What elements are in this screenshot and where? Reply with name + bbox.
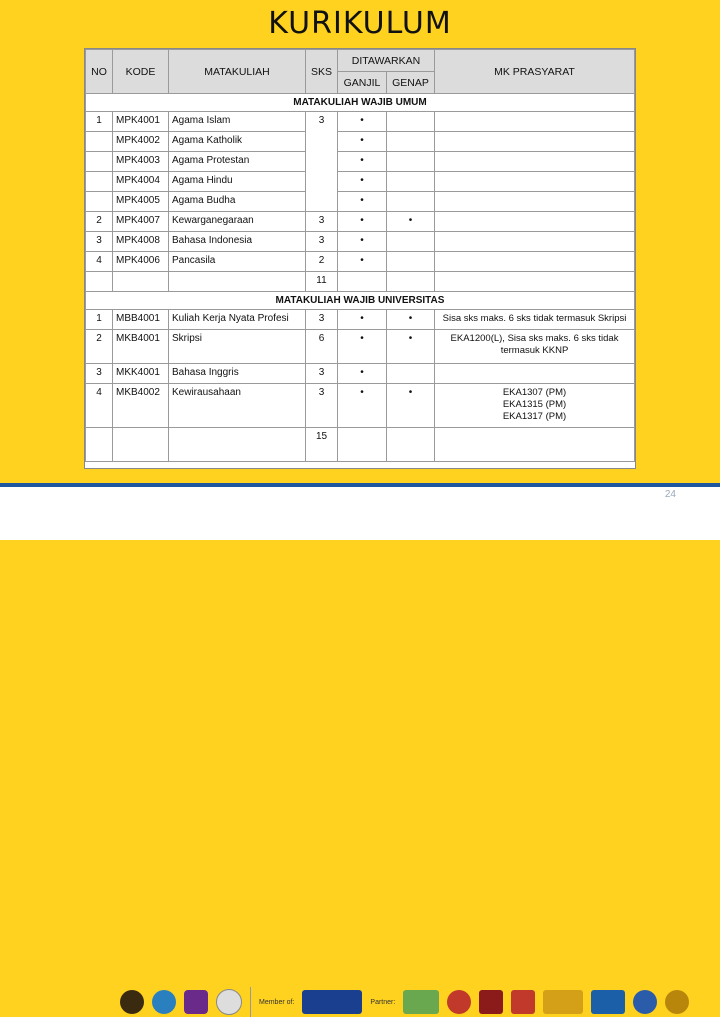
cell-ganjil: • — [338, 232, 387, 252]
partner-label: Partner: — [370, 998, 396, 1006]
cell-sks — [306, 152, 338, 172]
partner-badge-icon — [403, 990, 439, 1014]
header-no: NO — [86, 50, 113, 94]
cell-prasyarat — [435, 172, 635, 192]
cell-prasyarat — [435, 212, 635, 232]
cell-matakuliah: Pancasila — [169, 252, 306, 272]
logo-strip — [120, 987, 689, 1017]
table-row — [86, 252, 635, 272]
hague-logo-icon — [543, 990, 583, 1014]
cell-genap — [387, 364, 435, 384]
cell-prasyarat: EKA1200(L), Sisa sks maks. 6 sks tidak termasuk KKNP — [435, 330, 635, 364]
header-ditawarkan: DITAWARKAN — [338, 50, 435, 72]
cell-ganjil — [338, 428, 387, 462]
footer — [0, 487, 720, 1006]
cell-genap — [387, 152, 435, 172]
cell-prasyarat — [435, 192, 635, 212]
cell-ganjil: • — [338, 310, 387, 330]
cell-matakuliah — [169, 272, 306, 292]
table-row — [86, 330, 635, 364]
cell-matakuliah: Skripsi — [169, 330, 306, 364]
cell-ganjil: • — [338, 212, 387, 232]
page-number: 24 — [664, 489, 676, 500]
cell-matakuliah: Agama Katholik — [169, 132, 306, 152]
cell-matakuliah: Bahasa Inggris — [169, 364, 306, 384]
cell-matakuliah: Agama Hindu — [169, 172, 306, 192]
cell-kode: MPK4008 — [113, 232, 169, 252]
cell-sks — [306, 132, 338, 152]
cell-ganjil: • — [338, 384, 387, 428]
cell-prasyarat: Sisa sks maks. 6 sks tidak termasuk Skripsi — [435, 310, 635, 330]
cell-no — [86, 272, 113, 292]
cell-kode: MPK4001 — [113, 112, 169, 132]
cell-no — [86, 172, 113, 192]
curriculum-table-sheet — [84, 48, 636, 469]
cell-kode: MPK4003 — [113, 152, 169, 172]
curriculum-table — [85, 49, 635, 462]
table-row — [86, 232, 635, 252]
total-sks: 15 — [306, 428, 338, 462]
cell-prasyarat — [435, 428, 635, 462]
cell-ganjil: • — [338, 172, 387, 192]
cell-prasyarat — [435, 232, 635, 252]
cell-prasyarat — [435, 364, 635, 384]
cell-kode: MBB4001 — [113, 310, 169, 330]
cell-matakuliah: Kewirausahaan — [169, 384, 306, 428]
cell-genap — [387, 232, 435, 252]
total-row — [86, 428, 635, 462]
cell-prasyarat — [435, 112, 635, 132]
cell-genap — [387, 172, 435, 192]
logo-divider — [250, 987, 251, 1017]
cell-no: 3 — [86, 232, 113, 252]
cell-kode: MKB4002 — [113, 384, 169, 428]
table-row — [86, 310, 635, 330]
cell-kode: MKK4001 — [113, 364, 169, 384]
header-prasyarat: MK PRASYARAT — [435, 50, 635, 94]
section-label-row — [86, 292, 635, 310]
cell-no: 2 — [86, 212, 113, 232]
cell-prasyarat — [435, 252, 635, 272]
cell-kode — [113, 428, 169, 462]
partner-crest-icon — [447, 990, 471, 1014]
member-label: Member of: — [259, 998, 295, 1006]
cell-no — [86, 192, 113, 212]
cell-genap: • — [387, 384, 435, 428]
cell-prasyarat — [435, 272, 635, 292]
cell-ganjil: • — [338, 132, 387, 152]
total-row — [86, 272, 635, 292]
cell-kode: MKB4001 — [113, 330, 169, 364]
table-row — [86, 192, 635, 212]
cell-ganjil: • — [338, 152, 387, 172]
table-row — [86, 112, 635, 132]
cell-sks: 3 — [306, 310, 338, 330]
cell-matakuliah: Agama Islam — [169, 112, 306, 132]
cell-kode — [113, 272, 169, 292]
cell-ganjil: • — [338, 330, 387, 364]
cell-sks: 3 — [306, 232, 338, 252]
cell-genap — [387, 112, 435, 132]
cell-matakuliah: Agama Budha — [169, 192, 306, 212]
cell-genap: • — [387, 330, 435, 364]
header-ganjil: GANJIL — [338, 72, 387, 94]
cell-no — [86, 132, 113, 152]
cell-sks: 3 — [306, 112, 338, 132]
cell-genap — [387, 252, 435, 272]
cell-sks: 3 — [306, 364, 338, 384]
cell-kode: MPK4005 — [113, 192, 169, 212]
cell-kode: MPK4006 — [113, 252, 169, 272]
table-row — [86, 212, 635, 232]
cell-matakuliah: Bahasa Indonesia — [169, 232, 306, 252]
cell-prasyarat: EKA1307 (PM) EKA1315 (PM) EKA1317 (PM) — [435, 384, 635, 428]
cell-genap — [387, 132, 435, 152]
section-label-umum: MATAKULIAH WAJIB UMUM — [86, 94, 635, 112]
cell-ganjil: • — [338, 364, 387, 384]
cell-sks: 2 — [306, 252, 338, 272]
usm-logo-icon — [479, 990, 503, 1014]
cell-ganjil: • — [338, 112, 387, 132]
cell-matakuliah: Agama Protestan — [169, 152, 306, 172]
cell-ganjil: • — [338, 192, 387, 212]
cell-sks — [306, 192, 338, 212]
header-sks: SKS — [306, 50, 338, 94]
cell-ganjil — [338, 272, 387, 292]
cell-matakuliah — [169, 428, 306, 462]
table-row — [86, 384, 635, 428]
header-matakuliah: MATAKULIAH — [169, 50, 306, 94]
cell-sks: 6 — [306, 330, 338, 364]
certification-icon — [216, 989, 242, 1015]
header-kode: KODE — [113, 50, 169, 94]
cell-genap — [387, 428, 435, 462]
partner-emblem-icon — [665, 990, 689, 1014]
cell-genap — [387, 192, 435, 212]
cell-prasyarat — [435, 132, 635, 152]
page-title: KURIKULUM — [268, 6, 452, 41]
cell-no: 4 — [86, 384, 113, 428]
table-row — [86, 132, 635, 152]
faculty-logo-icon — [184, 990, 208, 1014]
cell-no — [86, 152, 113, 172]
aacsb-logo-icon — [302, 990, 362, 1014]
cell-prasyarat — [435, 152, 635, 172]
partner-seal-icon — [633, 990, 657, 1014]
university-seal-icon — [120, 990, 144, 1014]
cell-no: 3 — [86, 364, 113, 384]
cell-genap: • — [387, 212, 435, 232]
cell-sks: 3 — [306, 384, 338, 428]
cell-kode: MPK4004 — [113, 172, 169, 192]
cell-no: 1 — [86, 112, 113, 132]
cell-kode: MPK4002 — [113, 132, 169, 152]
header-genap: GENAP — [387, 72, 435, 94]
cell-matakuliah: Kewarganegaraan — [169, 212, 306, 232]
section-label-universitas: MATAKULIAH WAJIB UNIVERSITAS — [86, 292, 635, 310]
cell-genap — [387, 272, 435, 292]
table-row — [86, 172, 635, 192]
table-row — [86, 364, 635, 384]
cell-no: 2 — [86, 330, 113, 364]
cell-ganjil: • — [338, 252, 387, 272]
total-sks: 11 — [306, 272, 338, 292]
msu-logo-icon — [591, 990, 625, 1014]
table-row — [86, 152, 635, 172]
cell-sks: 3 — [306, 212, 338, 232]
itb-logo-icon — [511, 990, 535, 1014]
partner-logo-icon — [152, 990, 176, 1014]
cell-no: 1 — [86, 310, 113, 330]
cell-sks — [306, 172, 338, 192]
cell-no — [86, 428, 113, 462]
cell-matakuliah: Kuliah Kerja Nyata Profesi — [169, 310, 306, 330]
cell-genap: • — [387, 310, 435, 330]
cell-kode: MPK4007 — [113, 212, 169, 232]
cell-no: 4 — [86, 252, 113, 272]
